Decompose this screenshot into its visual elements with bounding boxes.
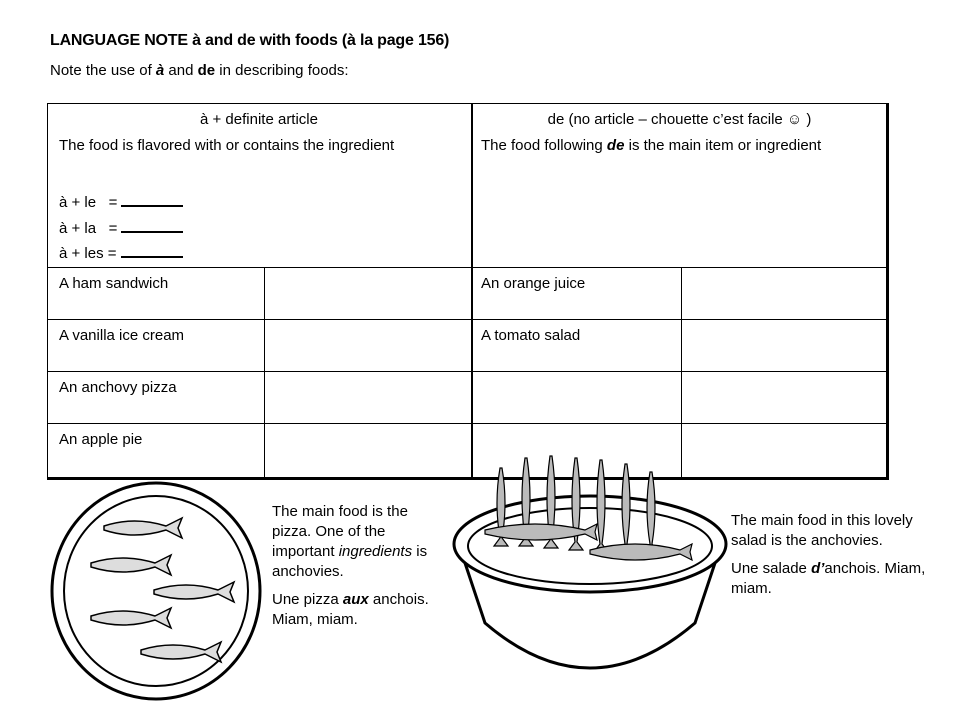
table-answer-divider-left <box>264 267 265 478</box>
table-border-top <box>47 103 888 104</box>
table-row-right: An orange juice <box>481 275 586 292</box>
table-row-left: A ham sandwich <box>59 275 169 292</box>
right-description-word: de <box>606 137 625 154</box>
left-heading: à + definite article <box>200 111 318 128</box>
page-title <box>50 32 449 50</box>
subtitle-part-c: in describing foods: <box>215 62 349 79</box>
pizza-caption <box>272 502 450 638</box>
anchovy-salad-bowl-illustration <box>440 448 740 710</box>
rule-la: à + la = <box>59 217 183 240</box>
subtitle-word-a: à <box>155 62 165 79</box>
table-answer-divider-right <box>681 267 682 478</box>
title-prefix: LANGUAGE NOTE <box>50 32 188 49</box>
table-row-left: An anchovy pizza <box>59 379 177 396</box>
pizza-caption-aux: aux <box>342 591 369 608</box>
table-row-line <box>47 423 888 424</box>
rule-les: à + les = <box>59 242 183 265</box>
right-heading: de (no article – chouette c’est facile ☺ ) <box>547 111 812 128</box>
subtitle-part-a: Note the use of <box>50 62 156 79</box>
table-border-left <box>47 103 48 478</box>
table-row-left: An apple pie <box>59 431 143 448</box>
title-rest: à and de with foods (à la page 156) <box>192 32 450 49</box>
rule-les-blank[interactable] <box>121 242 183 258</box>
pizza-caption-french: Une pizza aux anchois. Miam, miam. <box>272 591 429 628</box>
rule-le-blank[interactable] <box>121 191 183 207</box>
left-description: The food is flavored with or contains the ingredient <box>59 137 395 154</box>
subtitle <box>50 62 349 79</box>
table-row-line <box>47 371 888 372</box>
rule-le: à + le = <box>59 191 183 214</box>
salad-caption <box>731 511 931 607</box>
table-row-right: A tomato salad <box>481 327 581 344</box>
subtitle-part-b: and <box>164 62 198 79</box>
table-row-line <box>47 319 888 320</box>
rule-la-blank[interactable] <box>121 217 183 233</box>
pizza-caption-english: The main food is the pizza. One of the important ingredients is anchovies. <box>272 503 428 580</box>
salad-caption-french: Une salade d’anchois. Miam, miam. <box>731 560 926 597</box>
table-row-line <box>47 267 888 268</box>
anchovy-pizza-illustration <box>46 478 266 703</box>
subtitle-word-b: de <box>197 62 216 79</box>
salad-caption-d: d’ <box>811 560 825 577</box>
salad-caption-english: The main food in this lovely salad is the anchovies. <box>731 512 913 549</box>
grammar-table <box>47 103 888 478</box>
pizza-caption-ingredients: ingredients <box>338 543 413 560</box>
right-description: The food following de is the main item or ingredient <box>481 137 822 154</box>
table-row-left: A vanilla ice cream <box>59 327 185 344</box>
